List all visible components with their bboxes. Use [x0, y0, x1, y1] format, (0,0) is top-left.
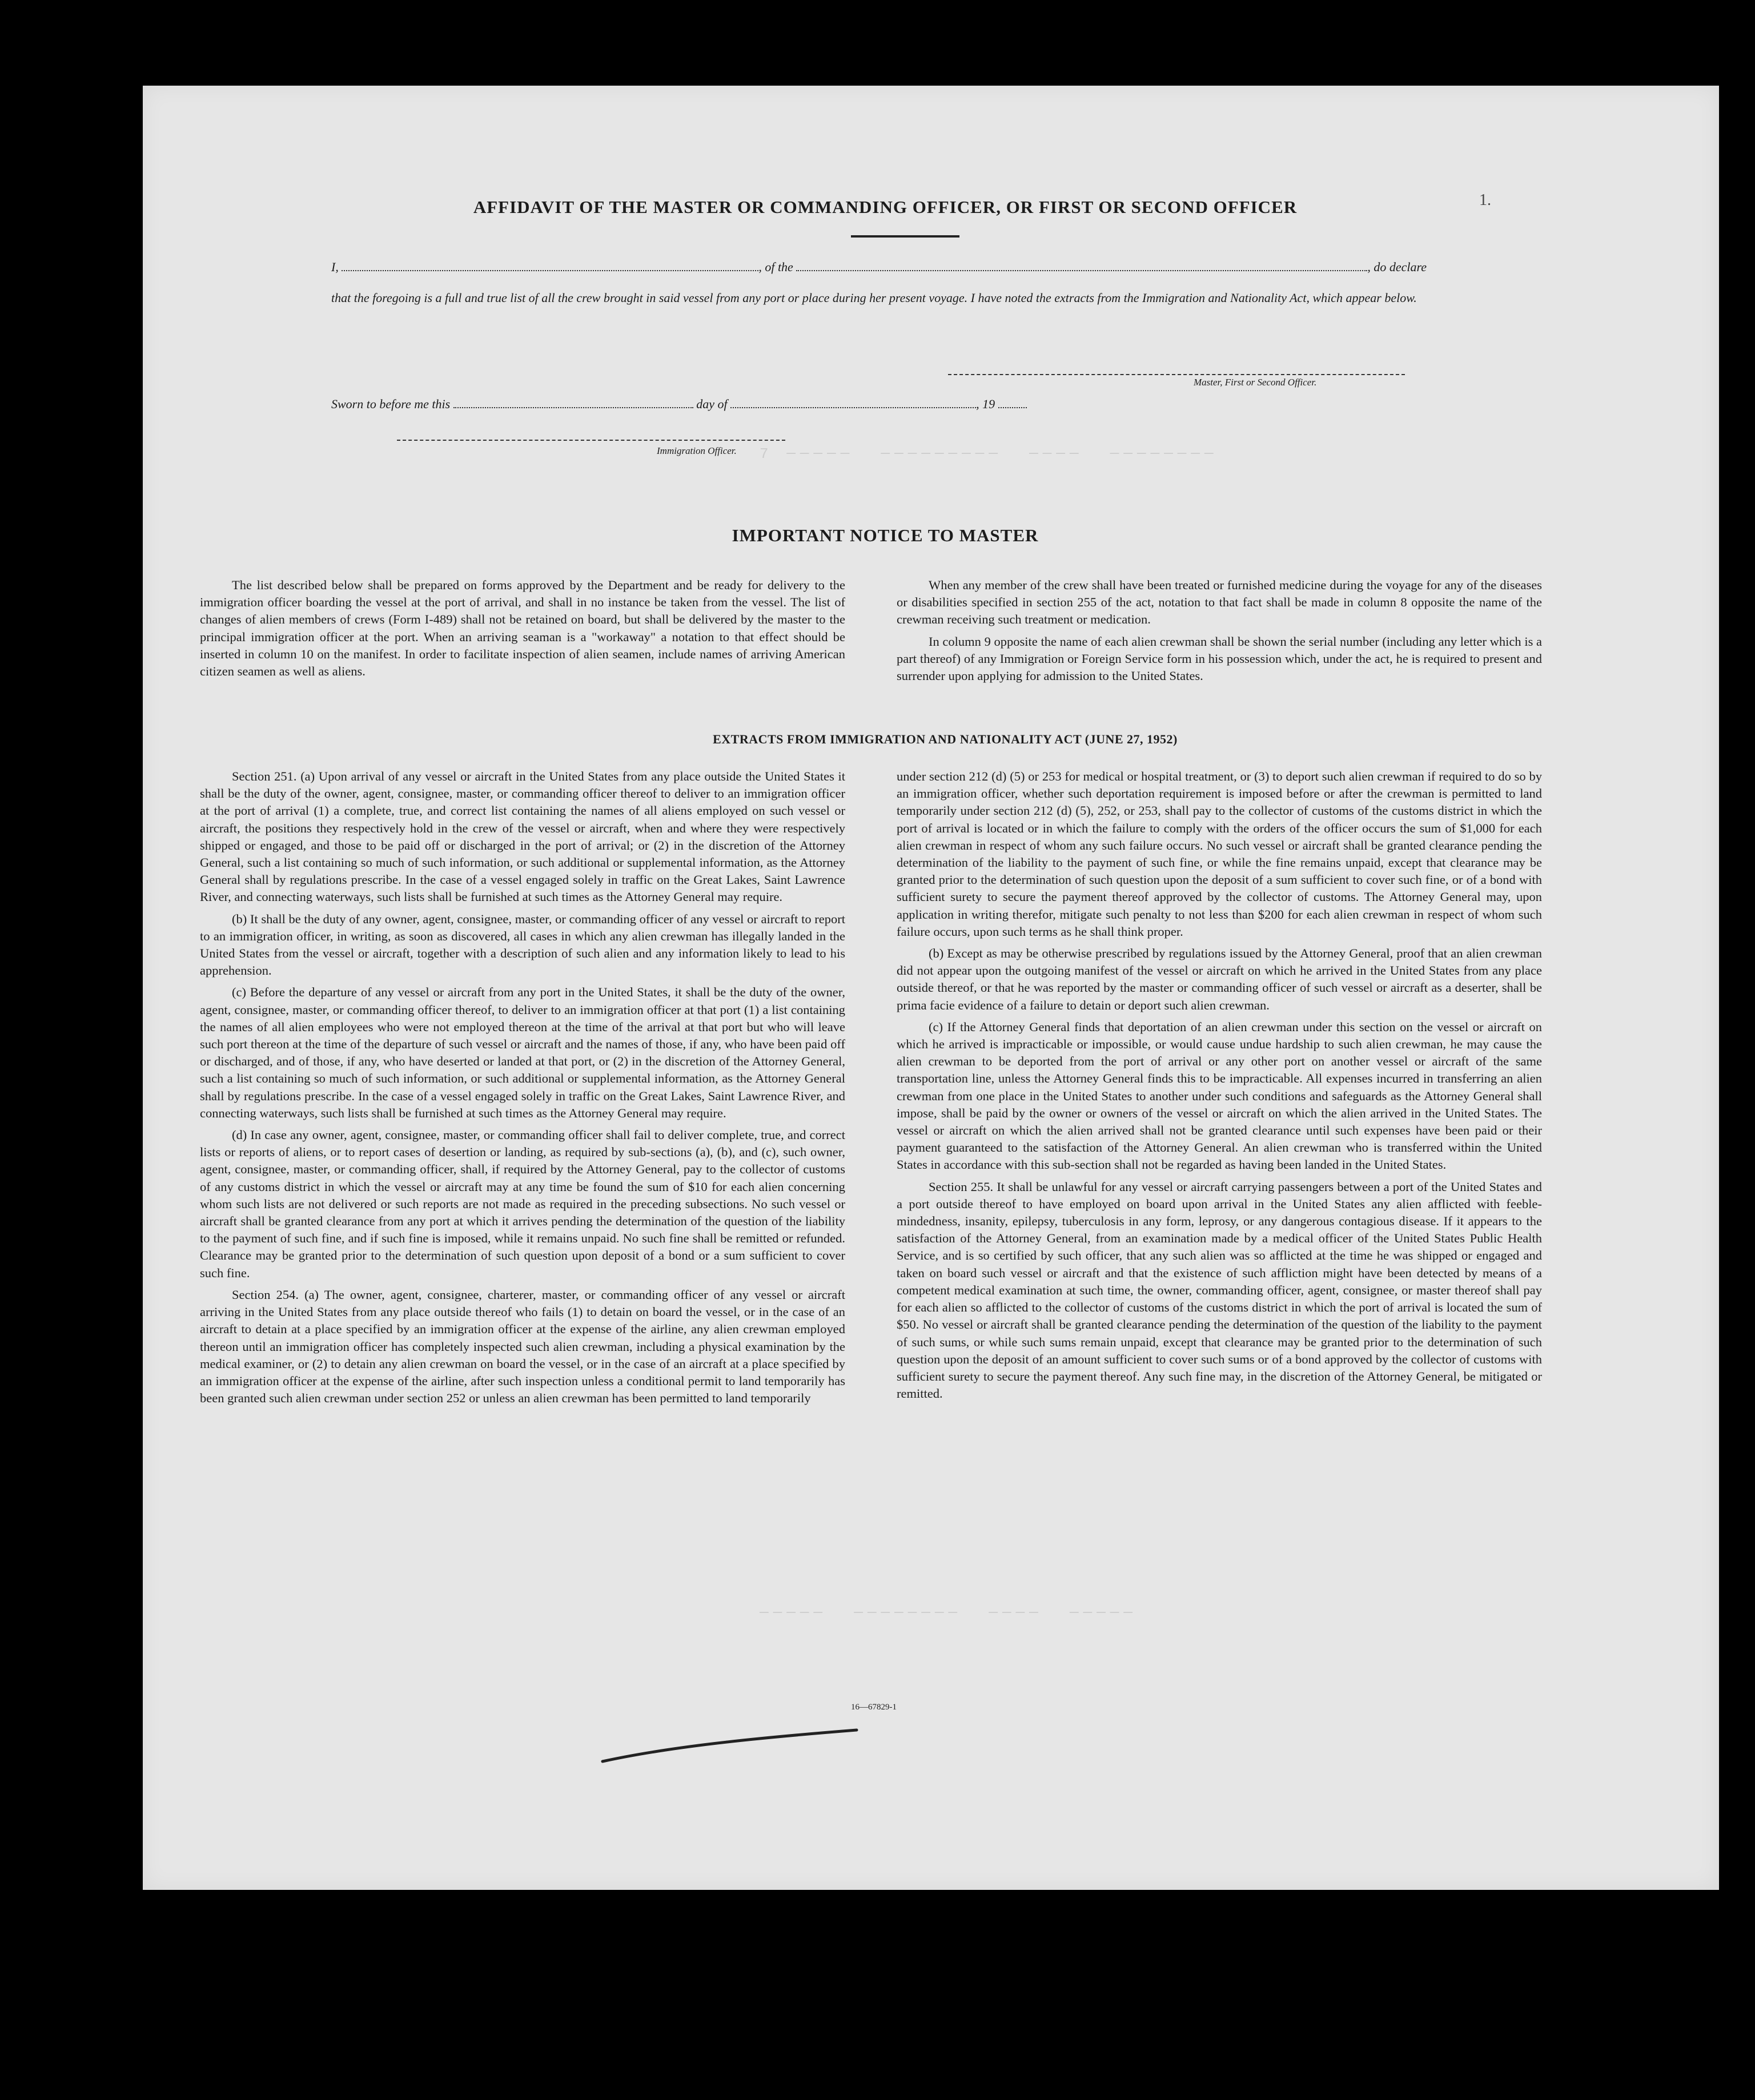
master-signature-line[interactable]: [948, 374, 1405, 375]
sworn-year-prefix: , 19: [976, 397, 995, 411]
sworn-line: [331, 397, 1245, 412]
sworn-day-of: day of: [696, 397, 728, 411]
section-251-c: (c) Before the departure of any vessel or aircraft from any port in the United States, it shall be the duty of the owner, agent, consignee, master, or commanding officer thereof, to deliver to an immigration officer at that port (1) a list containing the names of all alien employees who were not employed thereon at the time of the arrival at that port but who will leave such port thereon at the time of the departure of such vessel or aircraft and the names of those, if any, who have been paid off or discharged, and of those, if any, who have deserted or landed at that port, or (2) in the discretion of the Attorney General, such a list containing so much of such information, or such additional or supplemental information, as the Attorney General shall by regulations prescribe. In the case of a vessel engaged solely in traffic on the Great Lakes, Saint Lawrence River, and connecting waterways, such lists shall be furnished at such times as the Attorney General may require.: [200, 985, 845, 1120]
declaration-line: [331, 260, 1553, 275]
section-254-c: (c) If the Attorney General finds that deportation of an alien crewman under this section on the vessel or aircraft on which he arrived is impracticable or impossible, or would cause undue hardship to such alien crewman, he may cause the alien crewman to be deported from the port of arrival or any other port on another vessel or aircraft of the same transportation line, unless the Attorney General finds this to be impracticable. All expenses incurred in transferring an alien crewman from one place in the United States to another under such conditions and safeguards as the Attorney General shall impose, shall be paid by the owner or owners of the vessel or aircraft on which the alien arrived in the United States. The vessel or aircraft on which the alien arrived shall not be granted clearance until such expenses have been paid or their payment guaranteed to the satisfaction of the Attorney General. An alien crewman who is transferred within the United States in accordance with this sub-section shall not be regarded as having been landed in the United States.: [897, 1019, 1542, 1172]
page-number: 1.: [1479, 191, 1491, 209]
declaration-text: that the foregoing is a full and true list of all the crew brought in said vessel from any port or place during her present voyage. I have noted the extracts from the Immigration and Nationality Act, which appear below.: [331, 291, 1417, 305]
name-field[interactable]: [342, 260, 758, 271]
sworn-year-field[interactable]: [998, 397, 1027, 408]
immigration-officer-caption: Immigration Officer.: [657, 445, 737, 456]
sworn-prefix: Sworn to before me this: [331, 397, 451, 411]
notice-left-column: [200, 577, 845, 685]
notice-title: IMPORTANT NOTICE TO MASTER: [732, 525, 1039, 545]
section-251-a: Section 251. (a) Upon arrival of any vessel or aircraft in the United States from any place outside the United States it shall be the duty of the owner, agent, consignee, master, or commanding officer thereof to deliver to an immigration officer at the port of arrival (1) a complete, true, and correct list containing the names of all aliens employed on such vessel or aircraft, the positions they respectively hold in the crew of the vessel or aircraft, when and where they were respectively shipped or engaged, and those to be paid off or discharged in the port of arrival; or (2) in the discretion of the Attorney General, such a list containing so much of such information, or such additional or supplemental information, as the Attorney General shall by regulations prescribe. In the case of a vessel engaged solely in traffic on the Great Lakes, Saint Lawrence River, and connecting waterways, such lists shall be furnished at such times as the Attorney General may require.: [200, 769, 845, 904]
notice-right-paragraph-1: When any member of the crew shall have been treated or furnished medicine during the voyage for any of the diseases or disabilities specified in section 255 of the act, notation to that fact shall be made in column 8 opposite the name of the crewman receiving such treatment or medication.: [897, 578, 1542, 627]
master-signature-caption: Master, First or Second Officer.: [1194, 377, 1317, 388]
notice-right-paragraph-2: In column 9 opposite the name of each alien crewman shall be shown the serial number (including any letter which is a part thereof) of any Immigration or Foreign Service form in his possession which, under the act, he is required to present and surrender upon applying for admission to the United States.: [897, 634, 1542, 683]
section-254-a-continued: under section 212 (d) (5) or 253 for medical or hospital treatment, or (3) to deport such alien crewman if required to do so by an immigration officer, whether such deportation requirement is imposed before or after the crewman is permitted to land temporarily under section 212 (d) (5), 252, or 253, shall pay to the collector of customs of the customs district in which the port of arrival is located or in which the failure to comply with the orders of the officer occurs the sum of $1,000 for each alien crewman in respect of whom any such failure occurs. No such vessel or aircraft shall be granted clearance pending the determination of the liability to the payment of such fine, or while the fine remains unpaid, except that clearance may be granted prior to the determination of such question upon the deposit of a sum sufficient to cover such fine, or of a bond with sufficient surety to secure the payment thereof approved by the collector of customs. The Attorney General may, upon application in writing therefor, mitigate such penalty to not less than $200 for each alien crewman in respect of whom such failure occurs, upon such terms as he shall think proper.: [897, 769, 1542, 939]
notice-right-column: [897, 577, 1542, 689]
sworn-day-field[interactable]: [453, 397, 693, 408]
section-251-b: (b) It shall be the duty of any owner, agent, consignee, master, or commanding officer of any vessel or aircraft to report to an immigration officer, in writing, as soon as discovered, all cases in which any alien crewman has illegally landed in the United States from the vessel or aircraft, together with a description of such alien and any information likely to lead to his apprehension.: [200, 911, 845, 978]
immigration-officer-signature-line[interactable]: [397, 440, 785, 441]
declaration-i: I,: [331, 260, 339, 274]
sworn-month-field[interactable]: [730, 397, 976, 408]
section-251-d: (d) In case any owner, agent, consignee, master, or commanding officer shall fail to deliver complete, true, and correct lists or reports of aliens, or to report cases of desertion or landing, as required by sub-sections (a), (b), and (c), such owner, agent, consignee, master, or commanding officer, shall, if required by the Attorney General, pay to the collector of customs of any customs district in which the vessel or aircraft may at any time be found the sum of $10 for each alien concerning whom such lists are not delivered or such reports are not made as required in the preceding subsections. No such vessel or aircraft shall be granted clearance from any port at which it arrives pending the determination of the question of the liability to the payment of such fine, and if such fine is imposed, while it remains unpaid. No such fine shall be remitted or refunded. Clearance may be granted prior to the determination of such question upon deposit of a bond or a sum sufficient to cover such fine.: [200, 1128, 845, 1280]
form-number: 16—67829-1: [851, 1703, 897, 1712]
bleed-through-2: ───── ──────── ──── ─────: [760, 1604, 1137, 1622]
declaration-do-declare: , do declare: [1367, 260, 1427, 274]
section-255: Section 255. It shall be unlawful for any vessel or aircraft carrying passengers between a port of the United States and a port outside thereof to have employed on board upon arrival in the United States any alien afflicted with feeble-mindedness, insanity, epilepsy, tuberculosis in any form, leprosy, or any dangerous contagious disease. If it appears to the satisfaction of the Attorney General, from an examination made by a medical officer of the United States Public Health Service, and is so certified by such officer, that any such alien was so afflicted at the time he was shipped or engaged and taken on board such vessel or aircraft and that the existence of such affliction might have been detected by means of a competent medical examination at such time, the owner, commanding officer, agent, consignee, or master thereof shall pay for each alien so afflicted to the collector of customs of the customs district in which the port of arrival is located the sum of $50. No vessel or aircraft shall be granted clearance pending the determination of the question of the liability to the payment of such sums, or while such sums remain unpaid, except that clearance may be granted prior to the determination of such question upon the deposit of an amount sufficient to cover such sums or of a bond approved by the collector of customs with sufficient surety to secure the payment thereof. Any such fine may, in the discretion of the Attorney General, be mitigated or remitted.: [897, 1179, 1542, 1401]
section-254-a: Section 254. (a) The owner, agent, consignee, charterer, master, or commanding officer of any vessel or aircraft arriving in the United States from any place outside thereof who fails (1) to detain on board the vessel, or in the case of an aircraft to detain at a place specified by an immigration officer at the expense of the airline, any alien crewman employed thereon until an immigration officer has completely inspected such alien crewman, including a physical examination by the medical examiner, or (2) to detain any alien crewman on board the vessel, or in the case of an aircraft at a place specified by an immigration officer at the expense of the airline, after such inspection unless a conditional permit to land temporarily has been granted such alien crewman under section 252 or unless an alien crewman has been permitted to land temporarily: [200, 1287, 845, 1406]
vessel-field[interactable]: [796, 260, 1367, 271]
pen-mark: [600, 1724, 862, 1770]
extracts-right-column: [897, 768, 1542, 1407]
document-sheet: [143, 86, 1719, 1890]
declaration-of-the: , of the: [758, 260, 793, 274]
extracts-left-column: [200, 768, 845, 1411]
title-divider: [851, 235, 959, 238]
section-254-b: (b) Except as may be otherwise prescribed by regulations issued by the Attorney General, proof that an alien crewman did not appear upon the outgoing manifest of the vessel or aircraft on which he arrived in the United States from any place outside thereof, or that he was reported by the master or commanding officer of such vessel or aircraft as a deserter, shall be prima facie evidence of a failure to detain or deport such alien crewman.: [897, 946, 1542, 1012]
bleed-through: 7 ───── ───────── ──── ────────: [760, 445, 1218, 462]
affidavit-title: AFFIDAVIT OF THE MASTER OR COMMANDING OFFICER, OR FIRST OR SECOND OFFICER: [473, 197, 1298, 217]
notice-left-paragraph: The list described below shall be prepared on forms approved by the Department and be ready for delivery to the immigration officer boarding the vessel at the port of arrival, and shall in no instance be taken from the vessel. The list of changes of alien members of crews (Form I-489) shall not be retained on board, but shall be delivered by the master to the principal immigration officer at the port. When an arriving seaman is a "workaway" a notation to that effect should be inserted in column 10 on the manifest. In order to facilitate inspection of alien seamen, include names of arriving American citizen seamen as well as aliens.: [200, 578, 845, 679]
extracts-title: EXTRACTS FROM IMMIGRATION AND NATIONALITY ACT (JUNE 27, 1952): [713, 732, 1178, 746]
